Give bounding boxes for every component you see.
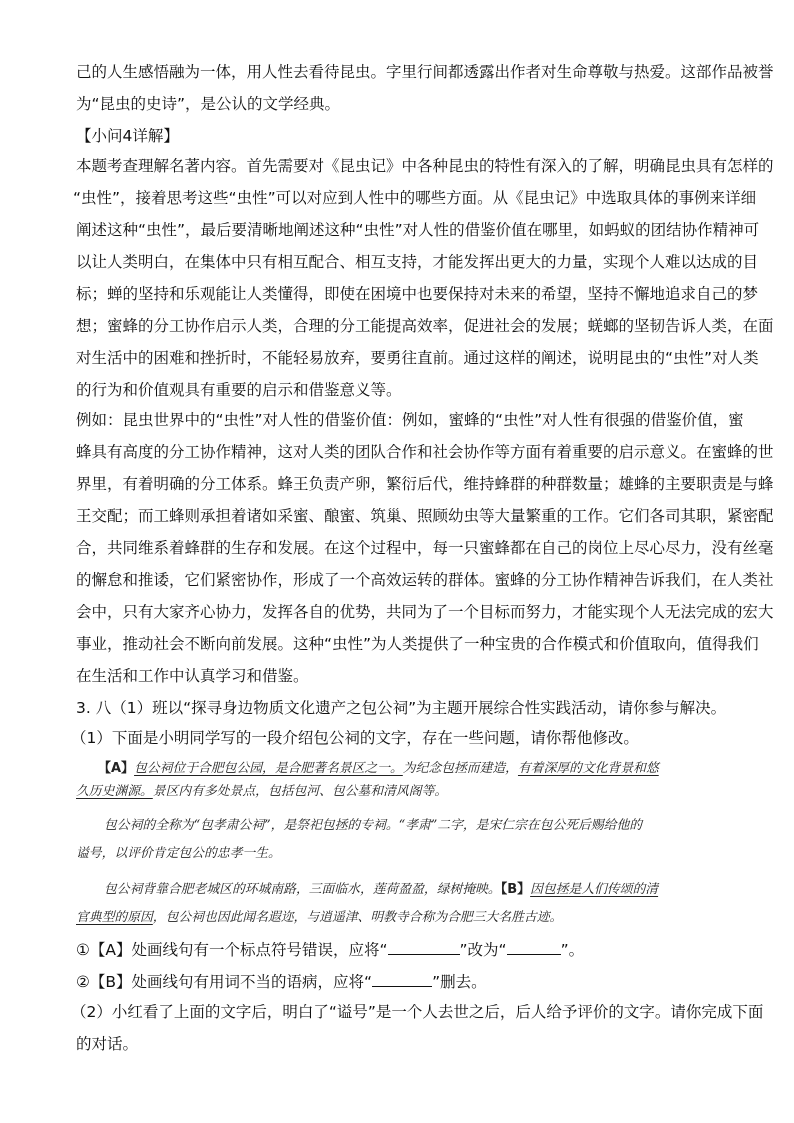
marker-a: 【A】 — [98, 761, 135, 776]
paragraph-line: “虫性”，接着思考这些“虫性”可以对应到人性中的哪些方面。从《昆虫记》中选取具体的事例来详细 — [73, 189, 757, 207]
paragraph-line: 界里，有着明确的分工体系。蜂王负责产卵，繁衍后代，维持蜂群的种群数量；雄蜂的主要职责是与蜂 — [76, 475, 774, 493]
paragraph-line: 合，共同维系着蜂群的生存和发展。在这个过程中，每一只蜜蜂都在自己的岗位上尽心尽力，没有丝毫 — [76, 539, 774, 557]
paragraph-line: 标；蝉的坚持和乐观能让人类懂得，即使在困境中也要保持对未来的希望，坚持不懈地追求自己的梦 — [76, 285, 759, 303]
paragraph-line: 己的人生感悟融为一体，用人性去看待昆虫。字里行间都透露出作者对生命尊敬与热爱。这部作品被誉 — [76, 63, 774, 81]
underlined-phrase: 官典型的原因 — [76, 910, 153, 925]
question-3-1: （1）下面是小明同学写的一段介绍包公祠的文字，存在一些问题，请你帮他修改。 — [71, 729, 639, 747]
paragraph-line: 以让人类明白，在集体中只有相互配合、相互支持，才能发挥出更大的力量，实现个人难以达成的目 — [76, 253, 759, 271]
question-3-2: （2）小红看了上面的文字后，明白了“谥号”是一个人去世之后，后人给予评价的文字。请你完成下面 — [71, 1003, 764, 1021]
underlined-sentence-b: 因包拯是人们传颂的清 — [530, 882, 659, 897]
paragraph-line: 例如：昆虫世界中的“虫性”对人性的借鉴价值：例如，蜜蜂的“虫性”对人性有很强的借鉴价值，蜜 — [76, 411, 744, 429]
underlined-phrase: 久历史渊源。 — [76, 784, 153, 799]
paragraph-line: 本题考查理解名著内容。首先需要对《昆虫记》中各种昆虫的特性有深入的了解，明确昆虫具有怎样的 — [76, 157, 774, 175]
paragraph-line: 对生活中的困难和挫折时，不能轻易放弃，要勇往直前。通过这样的阐述，说明昆虫的“虫性”对人类 — [76, 349, 759, 367]
answer-blank[interactable] — [372, 972, 432, 987]
paragraph-line: 会中，只有大家齐心协力，发挥各自的优势，共同为了一个目标而努力，才能实现个人无法完成的宏大 — [76, 603, 774, 621]
paragraph-line: 事业，推动社会不断向前发展。这种“虫性”为人类提供了一种宝贵的合作模式和价值取向，值得我们 — [76, 635, 759, 653]
paragraph-line: 想；蜜蜂的分工协作启示人类，合理的分工能提高效率，促进社会的发展；蜣螂的坚韧告诉人类，在面 — [76, 317, 774, 335]
reference-text: 景区内有多处景点，包括包河、包公墓和清风阁等。 — [152, 784, 448, 799]
question-3-intro: 3. 八（1）班以“探寻身边物质文化遗产之包公祠”为主题开展综合性实践活动，请你参与解决。 — [76, 699, 727, 717]
answer-blank[interactable] — [388, 940, 460, 955]
paragraph-line: 蜂具有高度的分工协作精神，这对人类的团队合作和社会协作等方面有着重要的启示意义。在蜜蜂的世 — [76, 443, 774, 461]
reference-line — [76, 783, 447, 801]
reference-text: 为纪念包拯而建造， — [402, 761, 518, 776]
sub-item-2: ②【B】处画线句有用词不当的语病，应将“ ”删去。 — [76, 973, 487, 991]
paragraph-line: 阐述这种“虫性”，最后要清晰地阐述这种“虫性”对人性的借鉴价值在哪里，如蚂蚁的团结协作精神可 — [76, 221, 760, 239]
reference-text: ，包公祠也因此闻名遐迩，与逍遥津、明教寺合称为合肥三大名胜古迹。 — [152, 910, 563, 925]
reference-line — [98, 760, 659, 778]
paragraph-line: 在生活和工作中认真学习和借鉴。 — [76, 667, 309, 685]
reference-line — [104, 881, 658, 899]
question-3-2: 的对话。 — [76, 1035, 139, 1053]
paragraph-line: 为“昆虫的史诗”，是公认的文学经典。 — [76, 95, 341, 113]
paragraph-line: 王交配；而工蜂则承担着诸如采蜜、酿蜜、筑巢、照顾幼虫等大量繁重的工作。它们各司其职，紧密配 — [76, 507, 774, 525]
marker-b: 【B】 — [500, 882, 531, 897]
reference-line — [76, 909, 562, 927]
section-heading: 【小问4详解】 — [76, 127, 179, 145]
answer-blank[interactable] — [507, 940, 561, 955]
sub-item-1: ①【A】处画线句有一个标点符号错误，应将“ ”改为“ ”。 — [76, 941, 585, 959]
paragraph-line: 的懈怠和推诿，它们紧密协作，形成了一个高效运转的群体。蜜蜂的分工协作精神告诉我们，在人类社 — [76, 571, 774, 589]
paragraph-line: 的行为和价值观具有重要的启示和借鉴意义等。 — [76, 381, 402, 399]
reference-line: 谥号，以评价肯定包公的忠孝一生。 — [76, 846, 281, 861]
reference-text: 包公祠背靠合肥老城区的环城南路，三面临水，莲荷盈盈，绿树掩映。 — [104, 882, 501, 897]
underlined-sentence-a: 包公祠位于合肥包公园，是合肥著名景区之一。 — [134, 761, 403, 776]
reference-line: 包公祠的全称为“包孝肃公祠”，是祭祀包拯的专祠。“孝肃”二字，是宋仁宗在包公死后赐给他的 — [104, 818, 643, 833]
underlined-phrase: 有着深厚的文化背景和悠 — [517, 761, 659, 776]
